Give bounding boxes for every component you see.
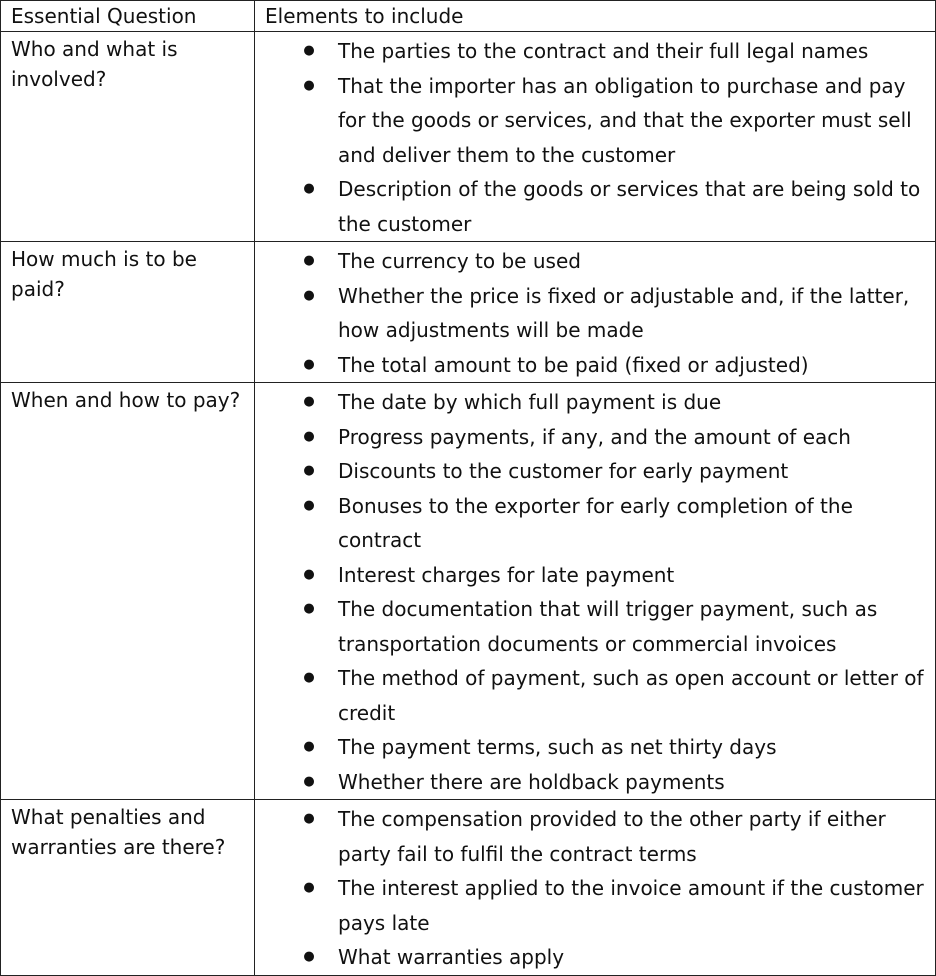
bullet-icon: ● (303, 880, 315, 895)
table-row (1, 32, 936, 242)
list-item: ● The interest applied to the invoice amount if the customer pays late (255, 871, 935, 940)
question-cell: When and how to pay? (1, 383, 255, 800)
bullet-icon: ● (303, 773, 315, 789)
bullet-icon: ● (303, 739, 315, 754)
list-item: ● The payment terms, such as net thirty days (255, 730, 935, 765)
header-elements-to-include: Elements to include (255, 1, 936, 32)
bullet-icon: ● (303, 356, 315, 372)
bullet-icon: ● (303, 181, 315, 196)
bullet-icon: ● (303, 77, 315, 93)
elements-list (255, 242, 935, 382)
question-cell: Who and what is involved? (1, 32, 255, 242)
list-item: ● The parties to the contract and their full legal names (255, 34, 935, 69)
bullet-icon: ● (303, 43, 315, 58)
table-row (1, 800, 936, 976)
header-essential-question: Essential Question (1, 1, 255, 32)
header-row (1, 1, 936, 32)
list-item: ● That the importer has an obligation to purchase and pay for the goods or services, and that the exporter must sell and deliver them to the customer (255, 69, 935, 173)
list-item: ● The documentation that will trigger payment, such as transportation documents or commercial invoices (255, 592, 935, 661)
bullet-icon: ● (303, 811, 315, 826)
elements-cell (255, 800, 936, 976)
elements-list (255, 800, 935, 975)
bullet-icon: ● (303, 287, 315, 303)
list-item: ● Interest charges for late payment (255, 558, 935, 593)
list-item: ● Discounts to the customer for early payment (255, 454, 935, 489)
bullet-icon: ● (303, 394, 315, 409)
elements-list (255, 383, 935, 799)
list-item: ● The method of payment, such as open account or letter of credit (255, 661, 935, 730)
bullet-icon: ● (303, 566, 315, 582)
elements-list (255, 32, 935, 241)
list-item: ● Description of the goods or services that are being sold to the customer (255, 172, 935, 241)
list-item: ● The date by which full payment is due (255, 385, 935, 420)
question-cell: What penalties and warranties are there? (1, 800, 255, 976)
table-row (1, 383, 936, 800)
bullet-icon: ● (303, 949, 315, 964)
list-item: ● The compensation provided to the other party if either party fail to fulfil the contract terms (255, 802, 935, 871)
list-item: ● Whether the price is fixed or adjustable and, if the latter, how adjustments will be made (255, 279, 935, 348)
bullet-icon: ● (303, 497, 315, 513)
bullet-icon: ● (303, 428, 315, 444)
bullet-icon: ● (303, 463, 315, 478)
question-cell: How much is to be paid? (1, 242, 255, 383)
bullet-icon: ● (303, 253, 315, 268)
list-item: ● The currency to be used (255, 244, 935, 279)
table-row (1, 242, 936, 383)
list-item: ● Progress payments, if any, and the amount of each (255, 420, 935, 455)
bullet-icon: ● (303, 601, 315, 616)
elements-cell (255, 383, 936, 800)
list-item: ● Whether there are holdback payments (255, 765, 935, 800)
list-item: ● What warranties apply (255, 940, 935, 975)
elements-cell (255, 32, 936, 242)
list-item: ● Bonuses to the exporter for early completion of the contract (255, 489, 935, 558)
elements-cell (255, 242, 936, 383)
bullet-icon: ● (303, 670, 315, 685)
list-item: ● The total amount to be paid (fixed or adjusted) (255, 348, 935, 383)
